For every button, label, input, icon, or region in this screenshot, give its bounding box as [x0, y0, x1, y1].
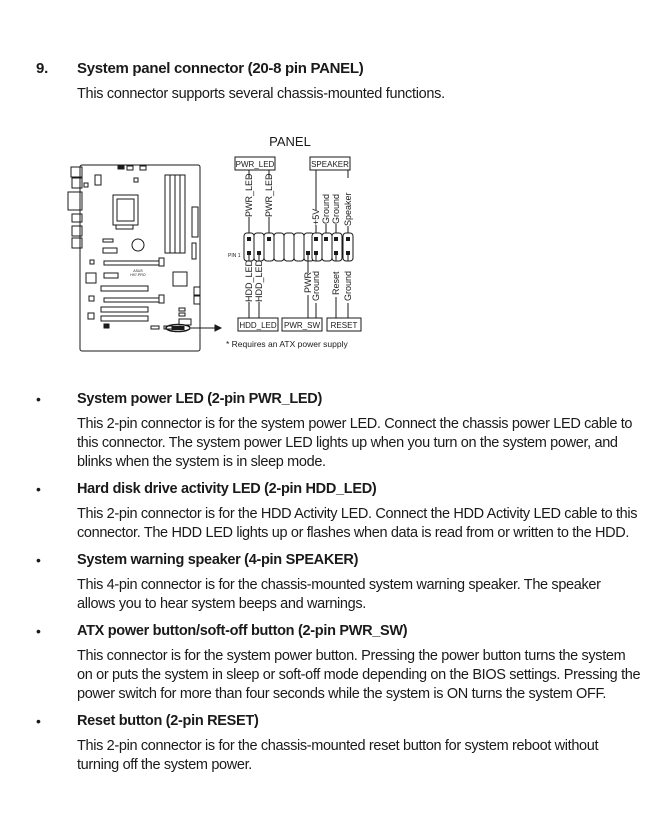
- board-model-label: H97-PRO: [130, 273, 146, 277]
- bottom-pin-label-hdd-led-1: HDD_LED: [244, 259, 254, 302]
- list-item-reset: [0, 710, 663, 775]
- item-title: ATX power button/soft-off button (2-pin PWR_SW): [77, 623, 408, 639]
- bottom-pin-label-ground-1: Ground: [311, 270, 321, 301]
- bottom-pin-label-hdd-led-2: HDD_LED: [254, 259, 264, 302]
- bullet-icon: •: [36, 391, 41, 407]
- panel-connector-diagram: [60, 130, 400, 360]
- top-pin-label-speaker: Speaker: [343, 192, 353, 226]
- item-title: Hard disk drive activity LED (2-pin HDD_LED): [77, 481, 377, 497]
- top-pin-label-ground-2: Ground: [331, 193, 341, 224]
- top-pin-label-pwr-led-2: PWR_LED: [264, 173, 274, 217]
- pin1-label: PIN 1: [228, 253, 241, 259]
- diagram-title: PANEL: [269, 134, 311, 149]
- bottom-pin-label-pwr: PWR: [303, 272, 313, 293]
- list-item-hdd-led: [0, 478, 663, 543]
- reset-group-label: RESET: [330, 321, 358, 330]
- item-body: This 2-pin connector is for the HDD Activity LED. Connect the HDD Activity LED cable to this connector. The HDD LED lights up or flashes when data is read from or written to the HDD.: [77, 506, 638, 541]
- bullet-icon: •: [36, 713, 41, 729]
- item-title: System warning speaker (4-pin SPEAKER): [77, 552, 359, 568]
- diagram-footnote: * Requires an ATX power supply: [226, 339, 348, 349]
- section-title: System panel connector (20-8 pin PANEL): [77, 60, 364, 77]
- pwr-led-group-label: PWR_LED: [235, 160, 275, 169]
- top-pin-label-pwr-led-1: PWR_LED: [244, 173, 254, 217]
- list-item-pwr-sw: [0, 620, 663, 704]
- section-number: 9.: [36, 60, 49, 77]
- bottom-pin-label-ground-2: Ground: [343, 270, 353, 301]
- hdd-led-group-label: HDD_LED: [239, 321, 277, 330]
- top-pin-label-ground-1: Ground: [321, 193, 331, 224]
- top-pin-label-5v: +5V: [311, 208, 321, 225]
- speaker-group-label: SPEAKER: [311, 160, 349, 169]
- item-body: This 2-pin connector is for the chassis-mounted reset button for system reboot without turning off the system power.: [77, 738, 599, 773]
- motherboard-illustration: [68, 165, 221, 351]
- item-title: System power LED (2-pin PWR_LED): [77, 391, 322, 407]
- item-body: This connector is for the system power button. Pressing the power button turns the system on or puts the system in sleep or soft-off mode depending on the BIOS settings. Pressing the power switch for more than four seconds while the system is ON turns the system OFF.: [77, 648, 641, 702]
- bullet-icon: •: [36, 481, 41, 497]
- bullet-icon: •: [36, 552, 41, 568]
- board-brand-label: ASUS: [133, 269, 143, 273]
- list-item-speaker: [0, 549, 663, 614]
- connector-function-list: [0, 388, 663, 781]
- item-title: Reset button (2-pin RESET): [77, 713, 259, 729]
- section-subtitle: This connector supports several chassis-mounted functions.: [77, 86, 445, 102]
- item-body: This 2-pin connector is for the system power LED. Connect the chassis power LED cable to this connector. The system power LED lights up when you turn on the system power, and blinks when the system is in sleep mode.: [77, 416, 633, 470]
- list-item-pwr-led: [0, 388, 663, 472]
- pwr-sw-group-label: PWR_SW: [284, 321, 320, 330]
- bullet-icon: •: [36, 623, 41, 639]
- bottom-pin-label-reset: Reset: [331, 271, 341, 295]
- item-body: This 4-pin connector is for the chassis-mounted system warning speaker. The speaker allows you to hear system beeps and warnings.: [77, 577, 601, 612]
